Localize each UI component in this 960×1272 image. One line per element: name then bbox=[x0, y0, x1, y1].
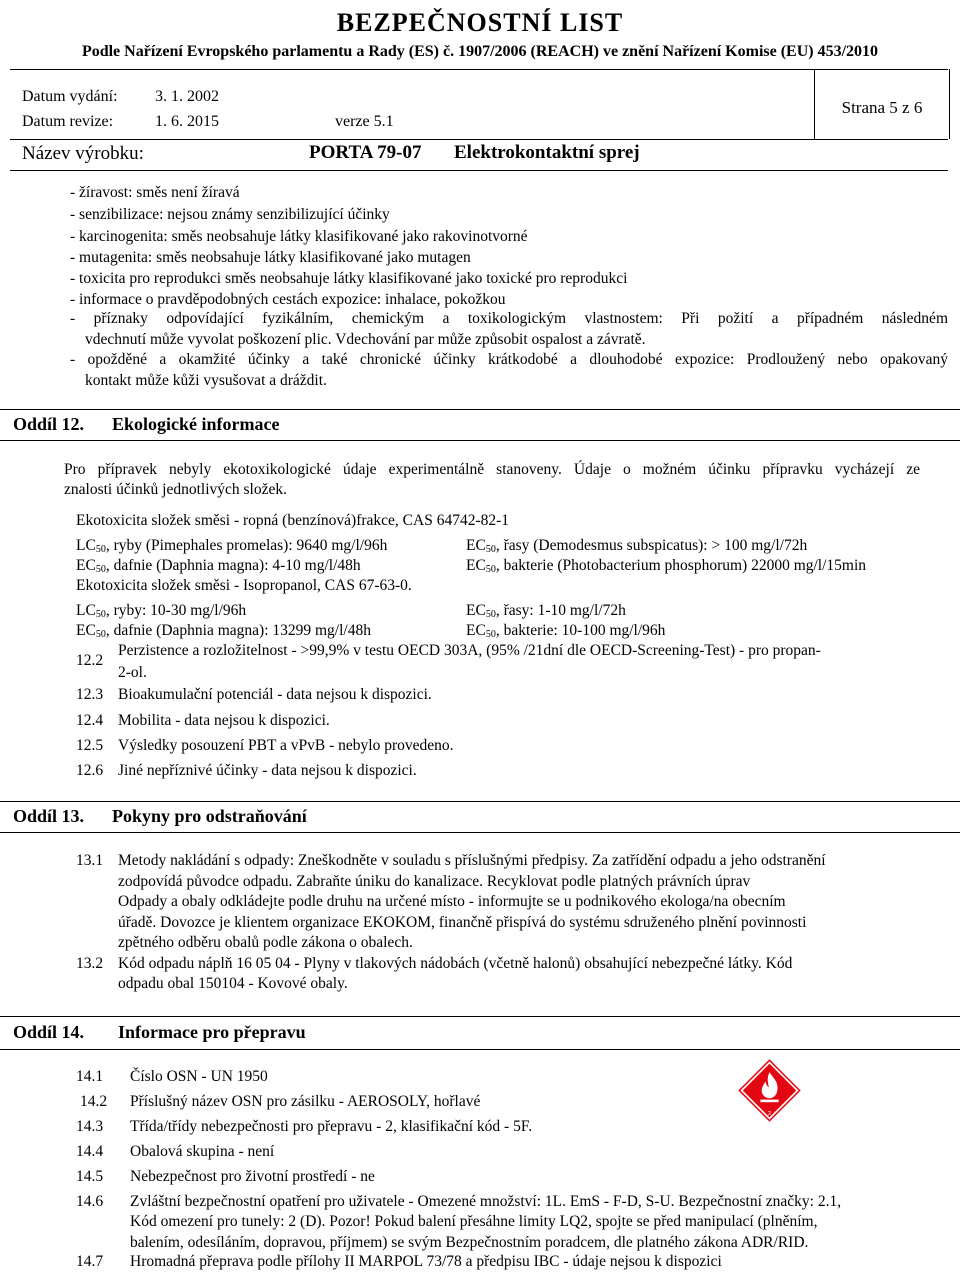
item-number: 12.6 bbox=[76, 762, 104, 779]
special-precautions-line: Zvláštní bezpečnostní opatření pro uživatele - Omezené množství: 1L. EmS - F-D, S-U. Bezpečnostní značky: 2.1, bbox=[130, 1193, 842, 1210]
product-description: Elektrokontaktní sprej bbox=[454, 142, 640, 163]
un-number-text: Číslo OSN - UN 1950 bbox=[130, 1068, 268, 1085]
revision-date-label: Datum revize: bbox=[22, 113, 114, 130]
tox-item: - mutagenita: směs neobsahuje látky klasifikované jako mutagen bbox=[70, 249, 471, 266]
item-number: 12.4 bbox=[76, 712, 104, 729]
version-label: verze 5.1 bbox=[335, 113, 394, 130]
item-number: 14.2 bbox=[80, 1093, 108, 1110]
item-number: 14.1 bbox=[76, 1068, 104, 1085]
issue-date-label: Datum vydání: bbox=[22, 88, 118, 105]
other-effects-text: Jiné nepříznivé účinky - data nejsou k dispozici. bbox=[118, 762, 417, 779]
hazard-class-text: Třída/třídy nebezpečnosti pro přepravu - 2, klasifikační kód - 5F. bbox=[130, 1118, 533, 1135]
section-12-header bbox=[0, 409, 960, 441]
eco-intro-line-2: znalosti účinků jednotlivých složek. bbox=[64, 481, 287, 498]
ecotox-2-row-1-right: $EC_{50}$, řasy: 1-10 mg/l/72h bbox=[466, 602, 626, 620]
ecotox-2-row-2-right: $EC_{50}$, bakterie: 10-100 mg/l/96h bbox=[466, 622, 666, 640]
tox-item: - karcinogenita: směs neobsahuje látky klasifikované jako rakovinotvorné bbox=[70, 228, 528, 245]
item-number: 13.2 bbox=[76, 955, 104, 972]
pictogram-class-number: 2 bbox=[767, 1111, 772, 1118]
item-number: 12.2 bbox=[76, 652, 104, 669]
section-13-header bbox=[0, 801, 960, 833]
waste-method-line: zpětného odběru obalů podle zákona o obalech. bbox=[118, 934, 413, 951]
item-number: 14.5 bbox=[76, 1168, 104, 1185]
packing-group-text: Obalová skupina - není bbox=[130, 1143, 275, 1160]
waste-method-line: Odpady a obaly odkládejte podle druhu na určené místo - informujte se u podnikového ekologa/na obecním bbox=[118, 893, 786, 910]
issue-date-value: 3. 1. 2002 bbox=[155, 88, 219, 105]
waste-code-line: odpadu obal 150104 - Kovové obaly. bbox=[118, 975, 348, 992]
page-number-box bbox=[814, 69, 950, 139]
header-divider-mid bbox=[10, 139, 948, 140]
tox-delayed-line-1: - opožděné a okamžité účinky a také chronické účinky krátkodobé a dlouhodobé expozice: Prodloužený nebo opakovaný bbox=[70, 351, 948, 368]
special-precautions-line: balením, odesíláním, dopravou, příjmem) se svým Bezpečnostním poradcem, dle platného zákona ADR/RID. bbox=[130, 1234, 809, 1251]
waste-method-line: Metody nakládání s odpady: Zneškodněte v souladu s příslušnými předpisy. Za zatřídění odpadu a jeho odstranění bbox=[118, 852, 826, 869]
document-subtitle: Podle Nařízení Evropského parlamentu a Rady (ES) č. 1907/2006 (REACH) ve znění Nařízení Komise (EU) 453/2010 bbox=[81, 43, 879, 60]
tox-item: - informace o pravděpodobných cestách expozice: inhalace, pokožkou bbox=[70, 291, 506, 308]
tox-item: - senzibilizace: nejsou známy senzibilizující účinky bbox=[70, 206, 390, 223]
tox-item: - žíravost: směs není žíravá bbox=[70, 184, 240, 201]
eco-intro-line-1: Pro přípravek nebyly ekotoxikologické údaje experimentálně stanoveny. Údaje o možném účinku přípravku vycházejí ze bbox=[64, 461, 920, 478]
header-divider-bottom bbox=[10, 170, 948, 171]
section-13-title: Pokyny pro odstraňování bbox=[112, 806, 307, 826]
section-12-number: Oddíl 12. bbox=[13, 414, 85, 434]
item-number: 14.6 bbox=[76, 1193, 104, 1210]
flammable-gas-pictogram bbox=[737, 1058, 802, 1123]
ecotox-2-title: Ekotoxicita složek směsi - Isopropanol, CAS 67-63-0. bbox=[76, 577, 412, 594]
waste-code-line: Kód odpadu náplň 16 05 04 - Plyny v tlakových nádobách (včetně halonů) obsahující nebezpečné látky. Kód bbox=[118, 955, 793, 972]
ecotox-2-row-1-left: $LC_{50}$, ryby: 10-30 mg/l/96h bbox=[76, 602, 247, 620]
waste-method-line: úřadě. Dovozce je klientem organizace EKOKOM, finančně přispívá do systému sdruženého plnění povinnosti bbox=[118, 914, 807, 931]
environmental-hazard-text: Nebezpečnost pro životní prostředí - ne bbox=[130, 1168, 375, 1185]
bioaccumulation-text: Bioakumulační potenciál - data nejsou k dispozici. bbox=[118, 686, 432, 703]
item-number: 12.3 bbox=[76, 686, 104, 703]
ecotox-1-row-2-right: $EC_{50}$, bakterie (Photobacterium phosphorum) 22000 mg/l/15min bbox=[466, 557, 867, 575]
tox-symptoms-line-1: - příznaky odpovídající fyzikálním, chemickým a toxikologickým vlastnostem: Při požití a případném následném bbox=[70, 310, 948, 327]
tox-symptoms-line-2: vdechnutí může vyvolat poškození plic. Vdechování par může způsobit ospalost a závratě. bbox=[85, 331, 646, 348]
shipping-name-text: Příslušný název OSN pro zásilku - AEROSOLY, hořlavé bbox=[130, 1093, 481, 1110]
product-label: Název výrobku: bbox=[22, 143, 144, 164]
item-number: 13.1 bbox=[76, 852, 104, 869]
header-divider-top bbox=[10, 69, 948, 70]
section-13-number: Oddíl 13. bbox=[13, 806, 85, 826]
tox-item: - toxicita pro reprodukci směs neobsahuje látky klasifikované jako toxické pro reprodukci bbox=[70, 270, 628, 287]
revision-date-value: 1. 6. 2015 bbox=[155, 113, 219, 130]
persistence-line-2: 2-ol. bbox=[118, 664, 147, 681]
special-precautions-line: Kód omezení pro tunely: 2 (D). Pozor! Pokud balení přesáhne limity LQ2, spojte se před manipulací (plněním, bbox=[130, 1213, 818, 1230]
bulk-transport-text: Hromadná přeprava podle přílohy II MARPOL 73/78 a předpisu IBC - údaje nejsou k dispozici bbox=[130, 1253, 722, 1270]
item-number: 14.3 bbox=[76, 1118, 104, 1135]
tox-delayed-line-2: kontakt může kůži vysušovat a dráždit. bbox=[85, 372, 327, 389]
section-12-title: Ekologické informace bbox=[112, 414, 280, 434]
persistence-line-1: Perzistence a rozložitelnost - >99,9% v testu OECD 303A, (95% /21dní dle OECD-Screening-Test) - pro propan- bbox=[118, 642, 821, 659]
ecotox-1-row-2-left: $EC_{50}$, dafnie (Daphnia magna): 4-10 mg/l/48h bbox=[76, 557, 361, 575]
ecotox-1-row-1-right: $EC_{50}$, řasy (Demodesmus subspicatus): > 100 mg/l/72h bbox=[466, 537, 808, 555]
pbt-text: Výsledky posouzení PBT a vPvB - nebylo provedeno. bbox=[118, 737, 454, 754]
ecotox-2-row-2-left: $EC_{50}$, dafnie (Daphnia magna): 13299 mg/l/48h bbox=[76, 622, 371, 640]
product-name: PORTA 79-07 bbox=[309, 142, 422, 163]
page-number: Strana 5 z 6 bbox=[841, 98, 923, 117]
section-14-header bbox=[0, 1016, 960, 1050]
section-14-number: Oddíl 14. bbox=[13, 1022, 85, 1042]
document-title: BEZPEČNOSTNÍ LIST bbox=[336, 8, 624, 37]
section-14-title: Informace pro přepravu bbox=[118, 1022, 306, 1042]
ecotox-1-title: Ekotoxicita složek směsi - ropná (benzínová)frakce, CAS 64742-82-1 bbox=[76, 512, 510, 529]
mobility-text: Mobilita - data nejsou k dispozici. bbox=[118, 712, 330, 729]
waste-method-line: zodpovídá původce odpadu. Zabraňte úniku do kanalizace. Recyklovat podle platných právních úprav bbox=[118, 873, 751, 890]
item-number: 12.5 bbox=[76, 737, 104, 754]
item-number: 14.7 bbox=[76, 1253, 104, 1270]
item-number: 14.4 bbox=[76, 1143, 104, 1160]
ecotox-1-row-1-left: $LC_{50}$, ryby (Pimephales promelas): 9640 mg/l/96h bbox=[76, 537, 388, 555]
